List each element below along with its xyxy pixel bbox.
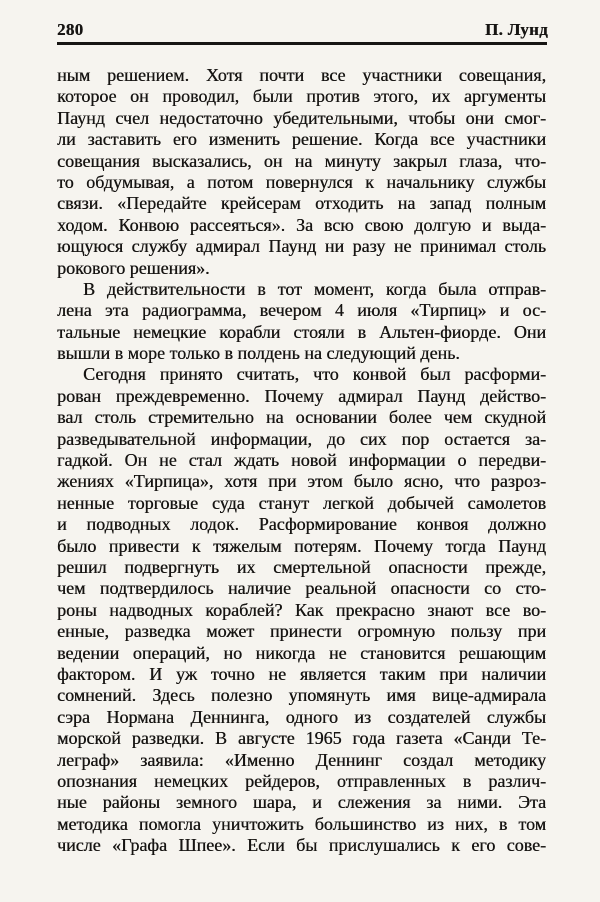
text-line: связи. «Передайте крейсерам отходить на запад полным xyxy=(57,193,546,214)
text-line: было привести к тяжелым потерям. Почему тогда Паунд xyxy=(57,535,546,556)
page-header xyxy=(57,20,548,40)
text-line: вал столь стремительно на основании более чем скудной xyxy=(57,407,546,428)
text-line: разведывательной информации, до сих пор остается за- xyxy=(57,428,546,449)
text-line: ным решением. Хотя почти все участники совещания, xyxy=(57,65,546,85)
text-line: методика помогла уничтожить большинство из них, в том xyxy=(57,813,546,834)
text-line: решил подвергнуть их смертельной опасности прежде, xyxy=(57,556,546,577)
text-line: морской разведки. В августе 1965 года газета «Санди Те- xyxy=(57,728,546,749)
text-line: роны надводных кораблей? Как прекрасно знают все во- xyxy=(57,599,546,620)
text-line: опознания немецких рейдеров, отправленных в различ- xyxy=(57,770,546,791)
text-line: тальные немецкие корабли стояли в Альтен-фиорде. Они xyxy=(57,321,546,342)
text-line: ные районы земного шара, и слежения за ними. Эта xyxy=(57,792,546,813)
text-line: числе «Графа Шпее». Если бы прислушались к его сове- xyxy=(57,835,546,856)
text-line: Сегодня принято считать, что конвой был расформи- xyxy=(83,364,546,385)
paragraph xyxy=(57,65,546,279)
header-rule xyxy=(57,42,547,45)
text-line: Паунд счел недостаточно убедительными, чтобы они смог- xyxy=(57,107,546,128)
text-line: то обдумывая, а потом повернулся к начальнику службы xyxy=(57,171,546,192)
text-line: рокового решения». xyxy=(57,257,210,278)
text-block xyxy=(57,65,546,856)
text-line: енные, разведка может принести огромную пользу при xyxy=(57,621,546,642)
text-line: ненные торговые суда станут легкой добычей самолетов xyxy=(57,492,546,513)
text-line: ющуюся службу адмирал Паунд ни разу не принимал столь xyxy=(57,236,546,257)
paragraph xyxy=(57,364,546,856)
text-line: ли заставить его изменить решение. Когда все участники xyxy=(57,129,546,150)
text-line: фактором. И уж точно не является таким при наличии xyxy=(57,663,546,684)
text-line: которое он проводил, были против этого, их аргументы xyxy=(57,86,546,107)
text-line: вышли в море только в полдень на следующий день. xyxy=(57,343,460,364)
text-line: гадкой. Он не стал ждать новой информации о передви- xyxy=(57,450,546,471)
text-line: ходом. Конвою рассеяться». За всю свою долгую и выда- xyxy=(57,214,546,235)
text-line: жениях «Тирпица», хотя при этом было ясно, что разроз- xyxy=(57,471,546,492)
paragraph xyxy=(57,279,546,365)
page-number: 280 xyxy=(57,20,84,39)
text-line: В действительности в тот момент, когда была отправ- xyxy=(83,278,546,299)
text-line: сэра Нормана Деннинга, одного из создателей службы xyxy=(57,706,546,727)
text-line: и подводных лодок. Расформирование конвоя должно xyxy=(57,514,546,535)
text-line: ведении операций, но никогда не становится решающим xyxy=(57,642,546,663)
text-line: рован преждевременно. Почему адмирал Паунд действо- xyxy=(57,385,546,406)
text-line: совещания высказались, он на минуту закрыл глаза, что- xyxy=(57,150,546,171)
running-head-author: П. Лунд xyxy=(485,20,548,39)
text-line: чем подтвердилось наличие реальной опасности со сто- xyxy=(57,578,546,599)
text-line: леграф» заявила: «Именно Деннинг создал методику xyxy=(57,749,546,770)
text-line: сомнений. Здесь полезно упомянуть имя вице-адмирала xyxy=(57,685,546,706)
text-line: лена эта радиограмма, вечером 4 июля «Тирпиц» и ос- xyxy=(57,300,546,321)
